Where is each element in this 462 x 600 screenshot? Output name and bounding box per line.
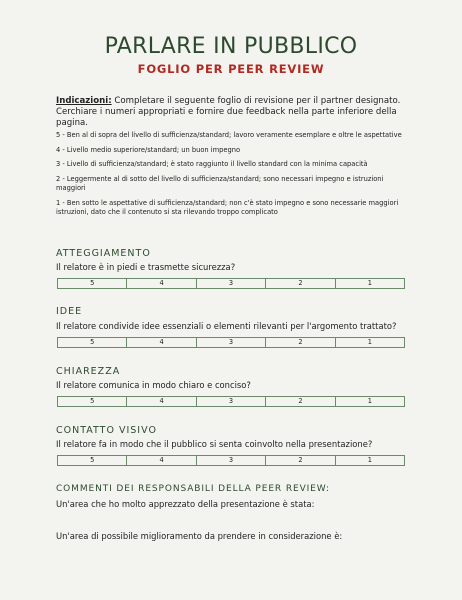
rating-option[interactable]: 4 — [127, 338, 196, 347]
instructions — [56, 96, 408, 129]
section-question-idee: Il relatore condivide idee essenziali o elementi rilevanti per l'argomento trattato? — [56, 321, 397, 331]
rating-level-4: 4 - Livello medio superiore/standard; un buon impegno — [56, 145, 241, 154]
rating-option[interactable]: 2 — [266, 397, 335, 406]
page-subtitle: FOGLIO PER PEER REVIEW — [137, 62, 325, 76]
rating-option[interactable]: 4 — [127, 279, 196, 288]
section-heading-chiarezza: CHIAREZZA — [56, 366, 121, 377]
rating-scale-chiarezza — [57, 396, 405, 407]
section-heading-atteggiamento: ATTEGGIAMENTO — [56, 248, 151, 259]
rating-level-3: 3 - Livello di sufficienza/standard; è stato raggiunto il livello standard con la minima capacità — [56, 160, 368, 168]
rating-option[interactable]: 5 — [58, 338, 127, 347]
rating-option[interactable]: 2 — [266, 338, 335, 347]
section-heading-contatto-visivo: CONTATTO VISIVO — [56, 425, 157, 436]
rating-option[interactable]: 1 — [367, 456, 372, 464]
rating-level-2: 2 - Leggermente al di sotto del livello di sufficienza/standard; sono necessari impegno e istruzioni maggiori — [56, 174, 384, 192]
rating-option[interactable]: 1 — [367, 397, 372, 405]
rating-option[interactable]: 3 — [197, 279, 266, 288]
section-question-contatto-visivo: Il relatore fa in modo che il pubblico si senta coinvolto nella presentazione? — [56, 439, 373, 449]
rating-option[interactable]: 3 — [197, 456, 266, 465]
rating-option[interactable]: 4 — [127, 456, 196, 465]
rating-option[interactable]: 2 — [266, 456, 335, 465]
comment-improvement-prompt: Un'area di possibile miglioramento da prendere in considerazione è: — [56, 531, 343, 541]
rating-option[interactable]: 1 — [367, 279, 372, 287]
section-heading-idee: IDEE — [56, 306, 83, 317]
rating-levels — [56, 131, 406, 223]
rating-option[interactable]: 4 — [127, 397, 196, 406]
section-question-atteggiamento: Il relatore è in piedi e trasmette sicurezza? — [56, 262, 236, 272]
page-title: PARLARE IN PUBBLICO — [104, 34, 358, 59]
rating-scale-atteggiamento — [57, 278, 405, 289]
rating-option[interactable]: 3 — [197, 338, 266, 347]
comments-heading: COMMENTI DEI RESPONSABILI DELLA PEER REVIEW: — [56, 484, 330, 494]
rating-option[interactable]: 5 — [58, 397, 127, 406]
rating-scale-contatto-visivo — [57, 455, 405, 466]
comment-positive-prompt: Un'area che ho molto apprezzato della presentazione è stata: — [56, 499, 315, 509]
rating-option[interactable]: 2 — [266, 279, 335, 288]
rating-level-1: 1 - Ben sotto le aspettative di sufficienza/standard; non c'è stato impegno e sono necessarie maggiori istruzioni, dato che il contenuto si sta rilevando troppo complicato — [56, 198, 399, 216]
rating-level-5: 5 - Ben al di sopra del livello di sufficienza/standard; lavoro veramente esemplare e oltre le aspettative — [56, 131, 402, 139]
rating-option[interactable]: 5 — [58, 279, 127, 288]
instructions-text: Completare il seguente foglio di revisione per il partner designato. Cerchiare i numeri appropriati e fornire due feedback nella parte inferiore della pagina. — [56, 96, 401, 128]
instructions-label: Indicazioni: — [56, 96, 112, 106]
rating-scale-idee — [57, 337, 405, 348]
rating-option[interactable]: 5 — [58, 456, 127, 465]
section-question-chiarezza: Il relatore comunica in modo chiaro e conciso? — [56, 380, 251, 390]
rating-option[interactable]: 1 — [367, 338, 372, 346]
rating-option[interactable]: 3 — [197, 397, 266, 406]
